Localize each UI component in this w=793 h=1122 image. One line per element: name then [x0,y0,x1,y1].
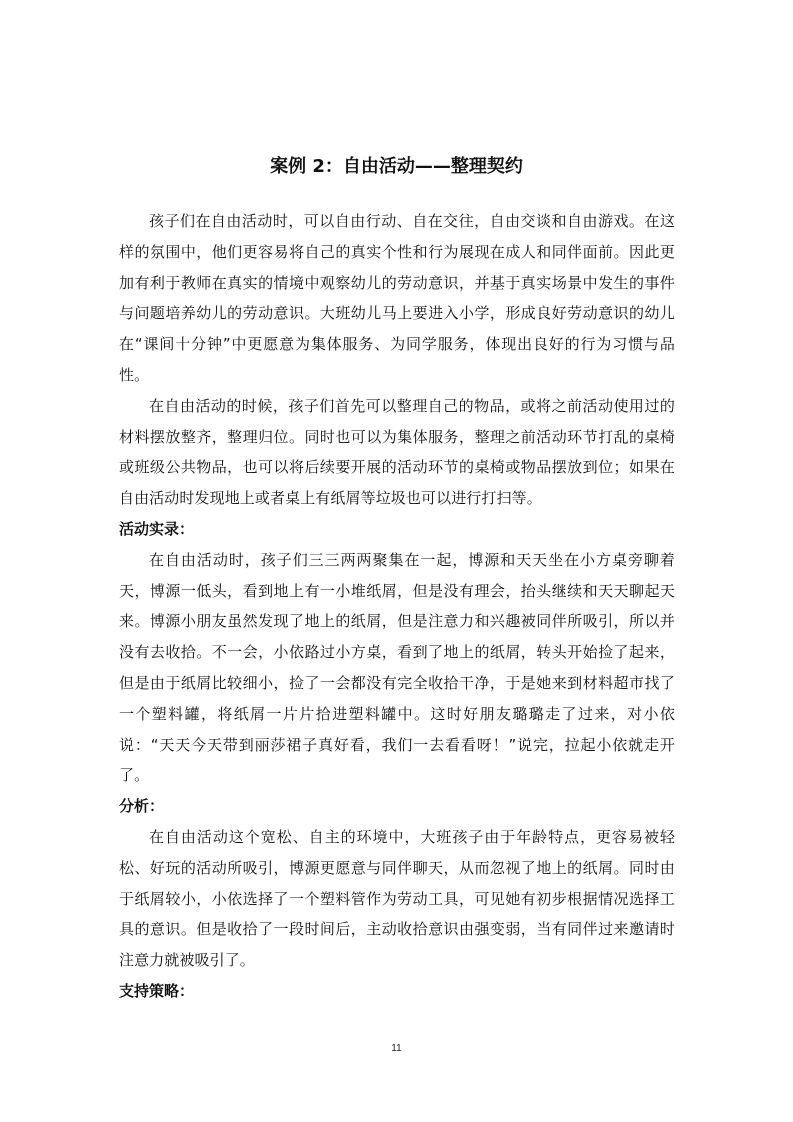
document-body [119,206,675,1007]
page-title: 案例 2：自由活动——整理契约 [270,156,523,177]
page-number: 11 [391,1043,402,1054]
record-heading: 活动实录： [119,519,195,538]
intro-paragraph-2: 在自由活动的时候，孩子们首先可以整理自己的物品，或将之前活动使用过的材料摆放整齐，整理归位。同时也可以为集体服务，整理之前活动环节打乱的桌椅或班级公共物品，也可以将后续要开展的活动环节的桌椅或物品摆放到位；如果在自由活动时发现地上或者桌上有纸屑等垃圾也可以进行打扫等。 [119,396,675,508]
analysis-heading: 分析： [119,797,165,816]
intro-paragraph-1: 孩子们在自由活动时，可以自由行动、自在交往，自由交谈和自由游戏。在这样的氛围中，他们更容易将自己的真实个性和行为展现在成人和同伴面前。因此更加有利于教师在真实的情境中观察幼儿的劳动意识，并基于真实场景中发生的事件与问题培养幼儿的劳动意识。大班幼儿马上要进入小学，形成良好劳动意识的幼儿在“课间十分钟”中更愿意为集体服务、为同学服务，体现出良好的行为习惯与品性。 [119,212,675,384]
record-paragraph: 在自由活动时，孩子们三三两两聚集在一起，博源和天天坐在小方桌旁聊着天，博源一低头，看到地上有一小堆纸屑，但是没有理会，抬头继续和天天聊起天来。博源小朋友虽然发现了地上的纸屑，但是注意力和兴趣被同伴所吸引，所以并没有去收拾。不一会，小依路过小方桌，看到了地上的纸屑，转头开始捡了起来，但是由于纸屑比较细小，捡了一会都没有完全收拾干净，于是她来到材料超市找了一个塑料罐，将纸屑一片片拾进塑料罐中。这时好朋友璐璐走了过来，对小依说：“天天今天带到丽莎裙子真好看，我们一去看看呀！”说完，拉起小依就走开了。 [119,550,675,785]
analysis-paragraph: 在自由活动这个宽松、自主的环境中，大班孩子由于年龄特点，更容易被轻松、好玩的活动所吸引，博源更愿意与同伴聊天，从而忽视了地上的纸屑。同时由于纸屑较小，小依选择了一个塑料管作为劳动工具，可见她有初步根据情况选择工具的意识。但是收拾了一段时间后，主动收拾意识由强变弱，当有同伴过来邀请时注意力就被吸引了。 [119,827,675,970]
strategy-heading: 支持策略： [119,981,195,1000]
